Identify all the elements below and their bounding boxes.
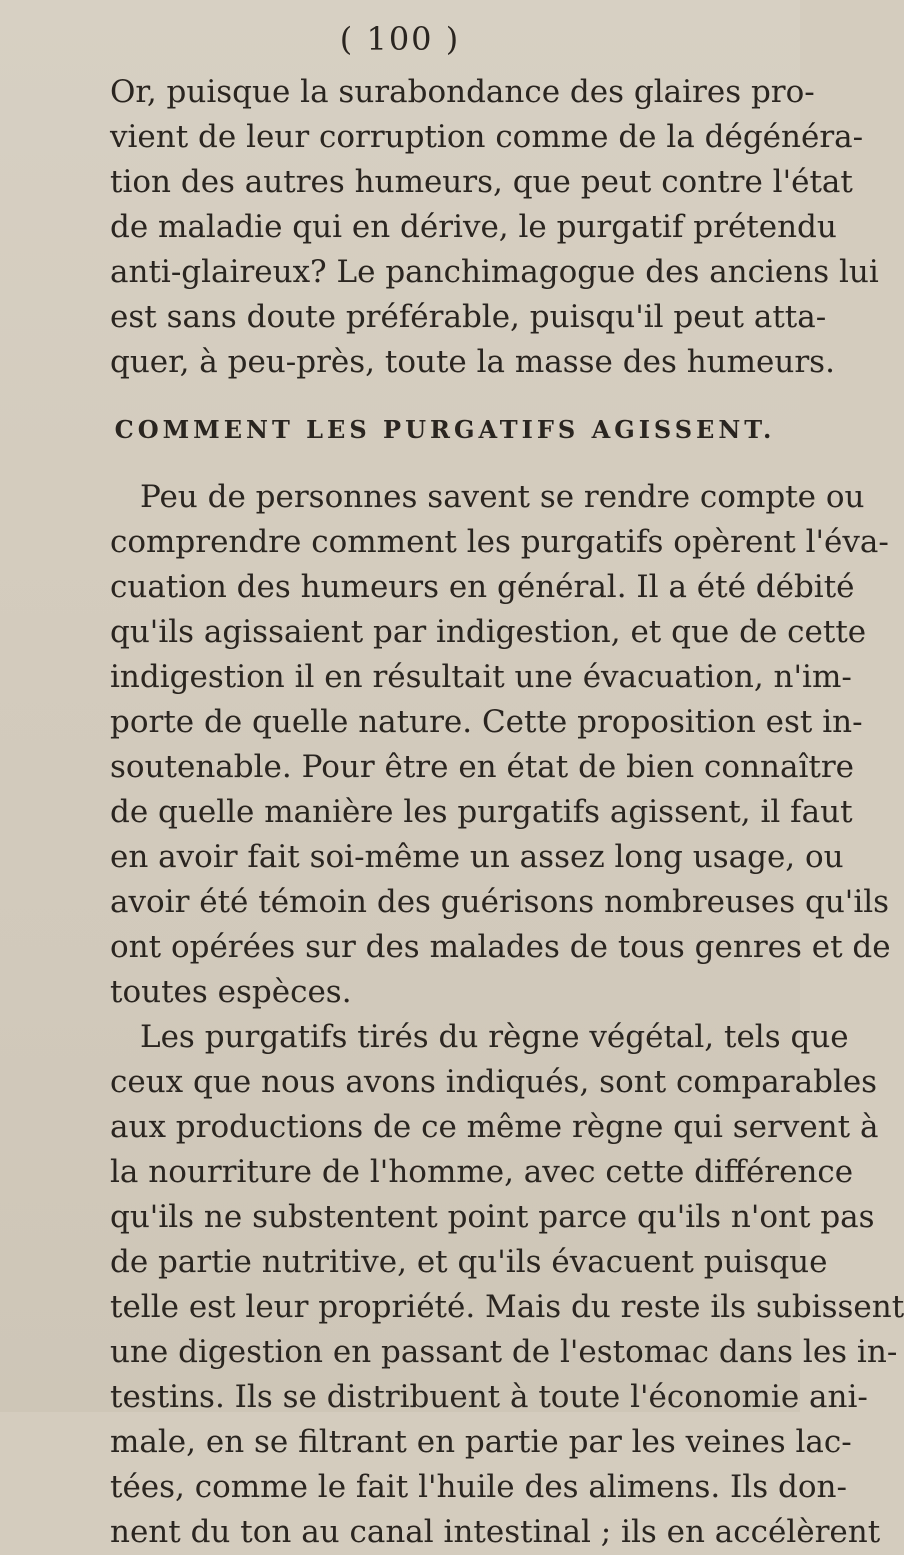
text-line: Peu de personnes savent se rendre compte ou [140,479,865,515]
text-line: tées, comme le fait l'huile des alimens. Ils don- [110,1469,847,1505]
text-line: ceux que nous avons indiqués, sont comparables [110,1064,878,1100]
paragraph-3 [110,1015,904,1555]
text-line: nent du ton au canal intestinal ; ils en accélèrent [110,1514,881,1550]
text-line: de quelle manière les purgatifs agissent, il faut [110,794,853,830]
intro-paragraph [110,70,879,385]
text-line: telle est leur propriété. Mais du reste ils subissent [110,1289,904,1325]
text-block [110,70,904,1555]
text-line: la nourriture de l'homme, avec cette différence [110,1154,854,1190]
paragraph-2 [110,475,891,1015]
text-line: cuation des humeurs en général. Il a été débité [110,569,855,605]
text-line: Les purgatifs tirés du règne végétal, tels que [140,1019,849,1055]
text-line: qu'ils ne substentent point parce qu'ils n'ont pas [110,1199,875,1235]
text-line: anti-glaireux? Le panchimagogue des anciens lui [110,254,879,290]
text-line: indigestion il en résultait une évacuation, n'im- [110,659,852,695]
text-line: Or, puisque la surabondance des glaires pro- [110,74,815,110]
text-line: vient de leur corruption comme de la dégénéra- [110,119,864,155]
text-line: une digestion en passant de l'estomac dans les in- [110,1334,898,1370]
text-line: porte de quelle nature. Cette proposition est in- [110,704,863,740]
text-line: aux productions de ce même règne qui servent à [110,1109,879,1145]
text-line: qu'ils agissaient par indigestion, et que de cette [110,614,867,650]
text-line: de maladie qui en dérive, le purgatif prétendu [110,209,837,245]
page-number: ( 100 ) [339,20,461,58]
text-line: testins. Ils se distribuent à toute l'économie ani- [110,1379,868,1415]
text-line: comprendre comment les purgatifs opèrent l'éva- [110,524,889,560]
text-line: est sans doute préférable, puisqu'il peut atta- [110,299,827,335]
text-line: quer, à peu-près, toute la masse des humeurs. [110,344,835,380]
text-line: avoir été témoin des guérisons nombreuses qu'ils [110,884,890,920]
text-line: ont opérées sur des malades de tous genres et de [110,929,891,965]
text-line: en avoir fait soi-même un assez long usage, ou [110,839,844,875]
text-line: soutenable. Pour être en état de bien connaître [110,749,855,785]
text-line: de partie nutritive, et qu'ils évacuent puisque [110,1244,828,1280]
text-line: toutes espèces. [110,974,352,1010]
text-line: tion des autres humeurs, que peut contre l'état [110,164,853,200]
section-heading: COMMENT LES PURGATIFS AGISSENT. [114,415,776,444]
text-line: male, en se filtrant en partie par les veines lac- [110,1424,852,1460]
